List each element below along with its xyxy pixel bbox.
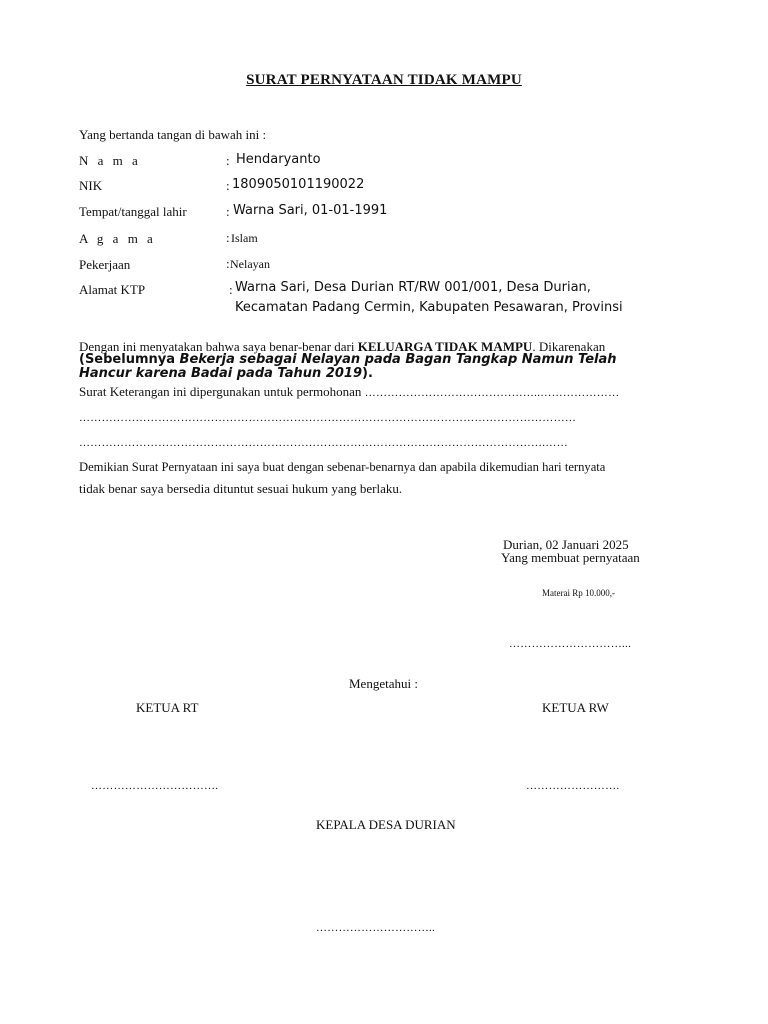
field-colon: : — [229, 282, 233, 297]
field-value-nik: 1809050101190022 — [232, 177, 365, 192]
kepala-desa-signature-dots: ………………………….. — [316, 922, 436, 934]
ketua-rt-signature-dots: ……………………………. — [91, 780, 219, 792]
stamp-text: Materai Rp 10.000,- — [542, 588, 615, 598]
reason-line-2 — [79, 366, 373, 381]
field-value-ttl: Warna Sari, 01-01-1991 — [233, 203, 388, 218]
reason-close: ). — [362, 366, 373, 381]
statement-suffix: . Dikarenakan — [532, 339, 606, 354]
place-date: Durian, 02 Januari 2025 — [503, 537, 629, 552]
field-colon: : — [226, 204, 230, 219]
maker-label: Yang membuat pernyataan — [501, 550, 640, 565]
ketua-rw-label: KETUA RW — [542, 700, 609, 715]
kepala-desa-label: KEPALA DESA DURIAN — [316, 817, 456, 832]
acknowledge-label: Mengetahui : — [349, 676, 418, 691]
closing-line-1: Demikian Surat Pernyataan ini saya buat dengan sebenar-benarnya dan apabila dikemudian hari ternyata — [79, 460, 606, 474]
ketua-rw-signature-dots: ……………………. — [526, 780, 620, 792]
maker-signature-dots: …………………………... — [509, 638, 632, 650]
field-label-agama: A g a m a — [79, 231, 156, 246]
purpose-dots-1: ………………………………………..………………… — [364, 387, 620, 399]
field-value-alamat-line2: Kecamatan Padang Cermin, Kabupaten Pesawaran, Provinsi — [235, 300, 623, 315]
purpose-dots-3: …………………………………………………………………………………………………………….…… — [79, 437, 568, 449]
ketua-rt-label: KETUA RT — [136, 700, 199, 715]
field-colon: : — [226, 230, 230, 245]
field-value-alamat-line1: Warna Sari, Desa Durian RT/RW 001/001, Desa Durian, — [235, 280, 591, 295]
purpose-line — [79, 384, 619, 400]
field-colon: : — [226, 178, 230, 193]
intro-text: Yang bertanda tangan di bawah ini : — [79, 127, 267, 142]
field-value-nama: Hendaryanto — [236, 152, 321, 167]
field-value-pekerjaan: Nelayan — [230, 257, 270, 271]
field-label-pekerjaan: Pekerjaan — [79, 257, 131, 272]
field-label-nik: NIK — [79, 178, 103, 193]
field-colon: : — [226, 153, 230, 168]
statement-prefix: Dengan ini menyatakan bahwa saya benar-benar dari — [79, 339, 358, 354]
reason-italic-1: Bekerja sebagai Nelayan pada Bagan Tangkap Namun Telah — [179, 352, 617, 367]
document-title: SURAT PERNYATAAN TIDAK MAMPU — [246, 72, 522, 88]
field-label-alamat: Alamat KTP — [79, 282, 146, 297]
purpose-dots-2: …………………………………………………………………………………………………………………… — [79, 412, 577, 424]
field-label-ttl: Tempat/tanggal lahir — [79, 204, 187, 219]
field-value-agama: Islam — [231, 231, 258, 245]
purpose-label: Surat Keterangan ini dipergunakan untuk permohonan — [79, 384, 362, 399]
reason-italic-2: Hancur karena Badai pada Tahun 2019 — [79, 366, 362, 381]
reason-line-1 — [79, 352, 617, 367]
statement-emphasis: KELUARGA TIDAK MAMPU — [357, 339, 533, 354]
field-colon: : — [226, 256, 230, 271]
reason-open: (Sebelumnya — [79, 352, 180, 367]
closing-line-2: tidak benar saya bersedia dituntut sesuai hukum yang berlaku. — [79, 481, 403, 496]
field-label-nama: N a m a — [79, 153, 141, 168]
